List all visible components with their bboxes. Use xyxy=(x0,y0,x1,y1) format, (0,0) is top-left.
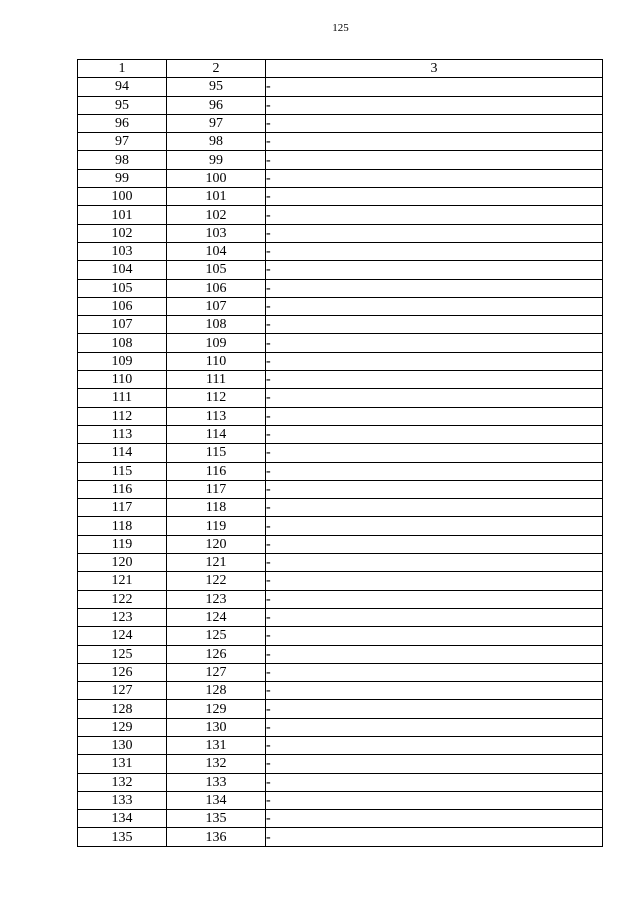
table-row xyxy=(78,206,603,224)
table-row xyxy=(78,810,603,828)
cell-col-1: 99 xyxy=(78,169,167,187)
cell-col-2: 122 xyxy=(167,572,266,590)
cell-col-2: 115 xyxy=(167,444,266,462)
cell-col-3: - xyxy=(266,389,603,407)
table-row xyxy=(78,425,603,443)
table-row xyxy=(78,96,603,114)
cell-col-2: 134 xyxy=(167,791,266,809)
cell-col-1: 122 xyxy=(78,590,167,608)
cell-col-1: 116 xyxy=(78,480,167,498)
cell-col-1: 134 xyxy=(78,810,167,828)
cell-col-2: 128 xyxy=(167,682,266,700)
column-header-3: 3 xyxy=(266,60,603,78)
cell-col-3: - xyxy=(266,352,603,370)
cell-col-3: - xyxy=(266,151,603,169)
cell-col-2: 103 xyxy=(167,224,266,242)
cell-col-3: - xyxy=(266,572,603,590)
table-row xyxy=(78,78,603,96)
cell-col-2: 120 xyxy=(167,535,266,553)
cell-col-3: - xyxy=(266,810,603,828)
cell-col-2: 100 xyxy=(167,169,266,187)
column-header-2: 2 xyxy=(167,60,266,78)
cell-col-1: 115 xyxy=(78,462,167,480)
cell-col-3: - xyxy=(266,608,603,626)
cell-col-2: 109 xyxy=(167,334,266,352)
cell-col-1: 123 xyxy=(78,608,167,626)
cell-col-2: 124 xyxy=(167,608,266,626)
table-row xyxy=(78,371,603,389)
table-row xyxy=(78,169,603,187)
cell-col-1: 107 xyxy=(78,316,167,334)
cell-col-2: 107 xyxy=(167,297,266,315)
cell-col-1: 109 xyxy=(78,352,167,370)
cell-col-1: 131 xyxy=(78,755,167,773)
cell-col-3: - xyxy=(266,462,603,480)
cell-col-1: 95 xyxy=(78,96,167,114)
table-row xyxy=(78,407,603,425)
cell-col-1: 133 xyxy=(78,791,167,809)
table-row xyxy=(78,297,603,315)
cell-col-2: 121 xyxy=(167,554,266,572)
cell-col-2: 105 xyxy=(167,261,266,279)
table-row xyxy=(78,572,603,590)
cell-col-1: 113 xyxy=(78,425,167,443)
cell-col-3: - xyxy=(266,407,603,425)
table-row xyxy=(78,773,603,791)
table-row xyxy=(78,517,603,535)
cell-col-1: 100 xyxy=(78,188,167,206)
cell-col-3: - xyxy=(266,663,603,681)
table-row xyxy=(78,242,603,260)
cell-col-1: 128 xyxy=(78,700,167,718)
cell-col-2: 126 xyxy=(167,645,266,663)
cell-col-3: - xyxy=(266,114,603,132)
cell-col-1: 112 xyxy=(78,407,167,425)
cell-col-2: 101 xyxy=(167,188,266,206)
cell-col-3: - xyxy=(266,773,603,791)
table-row xyxy=(78,151,603,169)
table-header-row xyxy=(78,60,603,78)
cell-col-2: 118 xyxy=(167,499,266,517)
cell-col-2: 97 xyxy=(167,114,266,132)
cell-col-2: 106 xyxy=(167,279,266,297)
table-row xyxy=(78,554,603,572)
cell-col-2: 123 xyxy=(167,590,266,608)
cell-col-2: 104 xyxy=(167,242,266,260)
cell-col-3: - xyxy=(266,736,603,754)
cell-col-1: 96 xyxy=(78,114,167,132)
cell-col-2: 136 xyxy=(167,828,266,846)
table-row xyxy=(78,828,603,846)
cell-col-1: 120 xyxy=(78,554,167,572)
table-row xyxy=(78,188,603,206)
table-row xyxy=(78,700,603,718)
cell-col-2: 99 xyxy=(167,151,266,169)
cell-col-3: - xyxy=(266,334,603,352)
cell-col-3: - xyxy=(266,755,603,773)
cell-col-2: 133 xyxy=(167,773,266,791)
table-row xyxy=(78,663,603,681)
table-row xyxy=(78,114,603,132)
cell-col-1: 97 xyxy=(78,133,167,151)
table-row xyxy=(78,444,603,462)
cell-col-2: 110 xyxy=(167,352,266,370)
cell-col-3: - xyxy=(266,297,603,315)
cell-col-3: - xyxy=(266,480,603,498)
cell-col-3: - xyxy=(266,535,603,553)
cell-col-1: 103 xyxy=(78,242,167,260)
cell-col-2: 114 xyxy=(167,425,266,443)
cell-col-2: 132 xyxy=(167,755,266,773)
table-row xyxy=(78,682,603,700)
cell-col-1: 117 xyxy=(78,499,167,517)
cell-col-3: - xyxy=(266,791,603,809)
cell-col-2: 113 xyxy=(167,407,266,425)
cell-col-1: 102 xyxy=(78,224,167,242)
table-row xyxy=(78,334,603,352)
table-row xyxy=(78,627,603,645)
cell-col-1: 129 xyxy=(78,718,167,736)
cell-col-3: - xyxy=(266,96,603,114)
cell-col-2: 119 xyxy=(167,517,266,535)
cell-col-1: 108 xyxy=(78,334,167,352)
table-row xyxy=(78,499,603,517)
cell-col-3: - xyxy=(266,627,603,645)
cell-col-3: - xyxy=(266,554,603,572)
cell-col-2: 129 xyxy=(167,700,266,718)
cell-col-3: - xyxy=(266,316,603,334)
cell-col-3: - xyxy=(266,718,603,736)
cell-col-3: - xyxy=(266,371,603,389)
cell-col-2: 116 xyxy=(167,462,266,480)
table-row xyxy=(78,755,603,773)
cell-col-1: 105 xyxy=(78,279,167,297)
cell-col-2: 111 xyxy=(167,371,266,389)
cell-col-2: 130 xyxy=(167,718,266,736)
cell-col-2: 112 xyxy=(167,389,266,407)
cell-col-1: 98 xyxy=(78,151,167,169)
column-header-1: 1 xyxy=(78,60,167,78)
cell-col-1: 101 xyxy=(78,206,167,224)
cell-col-1: 127 xyxy=(78,682,167,700)
table-body xyxy=(78,78,603,846)
cell-col-1: 124 xyxy=(78,627,167,645)
cell-col-3: - xyxy=(266,206,603,224)
cell-col-3: - xyxy=(266,590,603,608)
table-row xyxy=(78,645,603,663)
cell-col-3: - xyxy=(266,828,603,846)
cell-col-2: 98 xyxy=(167,133,266,151)
table-row xyxy=(78,316,603,334)
cell-col-1: 121 xyxy=(78,572,167,590)
cell-col-1: 106 xyxy=(78,297,167,315)
cell-col-2: 95 xyxy=(167,78,266,96)
table-row xyxy=(78,736,603,754)
cell-col-3: - xyxy=(266,279,603,297)
cell-col-2: 131 xyxy=(167,736,266,754)
cell-col-3: - xyxy=(266,78,603,96)
cell-col-1: 94 xyxy=(78,78,167,96)
cell-col-1: 114 xyxy=(78,444,167,462)
cell-col-1: 119 xyxy=(78,535,167,553)
table-row xyxy=(78,535,603,553)
cell-col-1: 130 xyxy=(78,736,167,754)
page-number: 125 xyxy=(332,22,349,34)
table-row xyxy=(78,480,603,498)
cell-col-3: - xyxy=(266,517,603,535)
table-row xyxy=(78,718,603,736)
cell-col-3: - xyxy=(266,261,603,279)
table-row xyxy=(78,261,603,279)
table-row xyxy=(78,352,603,370)
cell-col-2: 127 xyxy=(167,663,266,681)
cell-col-2: 135 xyxy=(167,810,266,828)
cell-col-3: - xyxy=(266,169,603,187)
cell-col-1: 118 xyxy=(78,517,167,535)
cell-col-3: - xyxy=(266,188,603,206)
table-row xyxy=(78,279,603,297)
cell-col-3: - xyxy=(266,133,603,151)
cell-col-3: - xyxy=(266,700,603,718)
table-row xyxy=(78,590,603,608)
table-row xyxy=(78,133,603,151)
data-table xyxy=(77,59,603,847)
cell-col-2: 108 xyxy=(167,316,266,334)
cell-col-1: 104 xyxy=(78,261,167,279)
cell-col-3: - xyxy=(266,224,603,242)
cell-col-1: 135 xyxy=(78,828,167,846)
table-row xyxy=(78,608,603,626)
cell-col-2: 102 xyxy=(167,206,266,224)
table-row xyxy=(78,462,603,480)
table-row xyxy=(78,224,603,242)
cell-col-1: 110 xyxy=(78,371,167,389)
cell-col-1: 125 xyxy=(78,645,167,663)
cell-col-1: 132 xyxy=(78,773,167,791)
cell-col-2: 125 xyxy=(167,627,266,645)
cell-col-3: - xyxy=(266,425,603,443)
cell-col-3: - xyxy=(266,645,603,663)
cell-col-1: 126 xyxy=(78,663,167,681)
table-row xyxy=(78,389,603,407)
cell-col-2: 96 xyxy=(167,96,266,114)
cell-col-3: - xyxy=(266,242,603,260)
cell-col-3: - xyxy=(266,444,603,462)
cell-col-3: - xyxy=(266,682,603,700)
cell-col-2: 117 xyxy=(167,480,266,498)
cell-col-1: 111 xyxy=(78,389,167,407)
table-row xyxy=(78,791,603,809)
cell-col-3: - xyxy=(266,499,603,517)
